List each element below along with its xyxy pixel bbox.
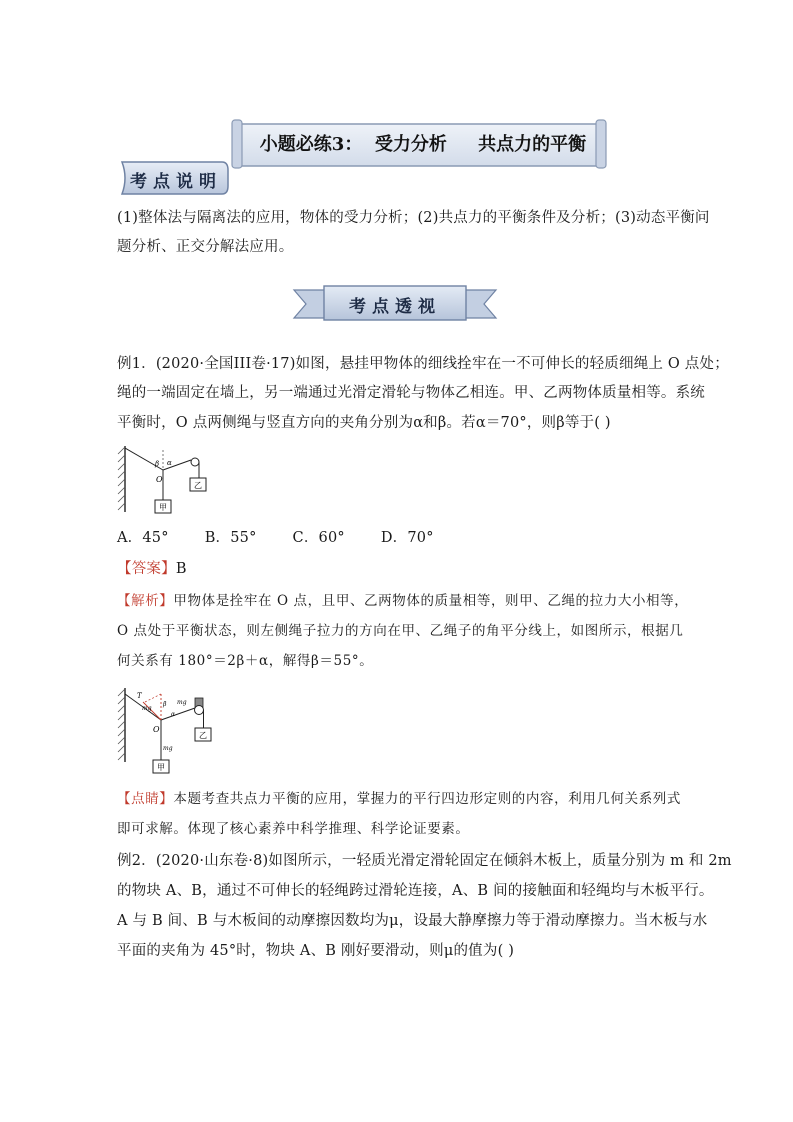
answer-value: B <box>175 561 187 577</box>
example1-figure <box>115 440 225 520</box>
example1-options <box>117 525 470 552</box>
example2-line-1: 例2．(2020·山东卷·8)如图所示，一轻质光滑定滑轮固定在倾斜木板上，质量分别为 m 和 2m <box>117 853 732 869</box>
label-o: O <box>153 725 160 734</box>
label-beta: β <box>155 460 160 468</box>
wall-hatch <box>118 447 125 510</box>
section-badge-insight <box>292 284 498 324</box>
label-o: O <box>156 475 163 484</box>
label-yi: 乙 <box>199 731 207 740</box>
label-beta: β <box>163 701 167 708</box>
label-mg-left: mg <box>142 705 152 712</box>
label-alpha: α <box>167 459 172 467</box>
wall-hatch <box>118 689 125 760</box>
example1-answer <box>117 556 187 583</box>
answer-tag: 【答案】 <box>117 561 176 577</box>
pulley <box>191 458 199 466</box>
option-d: D．70° <box>380 530 434 546</box>
label-alpha: α <box>171 711 176 718</box>
example1-analysis-figure <box>115 684 225 776</box>
badge-label: 考点说明 <box>130 172 222 192</box>
analysis-tag: 【解析】 <box>117 593 174 609</box>
example2-line-4: 平面的夹角为 45°时，物块 A、B 刚好要滑动，则μ的值为( ) <box>117 943 515 959</box>
example2-line-3: A 与 B 间、B 与木板间的动摩擦因数均为μ，设最大静摩擦力等于滑动摩擦力。当木板与水 <box>117 913 708 929</box>
example1-comment-2: 即可求解。体现了核心素养中科学推理、科学论证要素。 <box>117 821 470 837</box>
example1-line-3: 平衡时，O 点两侧绳与竖直方向的夹角分别为α和β。若α＝70°，则β等于( ) <box>117 415 611 431</box>
comment-text-1: 本题考查共点力平衡的应用，掌握力的平行四边形定则的内容，利用几何关系列式 <box>173 791 682 807</box>
example1-analysis-3: 何关系有 180°＝2β＋α，解得β＝55°。 <box>117 653 374 669</box>
label-mg-right: mg <box>177 699 187 706</box>
option-c: C．60° <box>292 530 345 546</box>
example1-analysis-1 <box>117 588 688 615</box>
example1-line-2: 绳的一端固定在墙上，另一端通过光滑定滑轮与物体乙相连。甲、乙两物体质量相等。系统 <box>117 385 705 401</box>
option-a: A．45° <box>117 530 169 546</box>
analysis-text-1: 甲物体是拴牢在 O 点，且甲、乙两物体的质量相等，则甲、乙绳的拉力大小相等， <box>173 593 689 609</box>
example1-analysis-2: O 点处于平衡状态，则左侧绳子拉力的方向在甲、乙绳子的角平分线上，如图所示，根据几 <box>117 623 684 639</box>
page-title: 小题必练3： 受力分析 共点力的平衡 <box>259 134 587 155</box>
comment-tag: 【点睛】 <box>117 791 174 807</box>
section-badge-explanation <box>118 158 230 198</box>
label-mg-down: mg <box>163 745 173 752</box>
right-rope <box>161 708 195 720</box>
label-t: T <box>137 692 142 700</box>
example1-line-1: 例1．(2020·全国III卷·17)如图，悬挂甲物体的细线拴牢在一不可伸长的轻质细绳上 O 点处； <box>117 356 729 372</box>
pulley <box>195 706 204 715</box>
intro-line-2: 题分析、正交分解法应用。 <box>117 239 294 255</box>
intro-line-1: (1)整体法与隔离法的应用，物体的受力分析；(2)共点力的平衡条件及分析；(3)动态平衡问 <box>117 210 710 226</box>
label-yi: 乙 <box>194 481 202 490</box>
option-b: B．55° <box>204 530 257 546</box>
example2-line-2: 的物块 A、B，通过不可伸长的轻绳跨过滑轮连接，A、B 间的接触面和轻绳均与木板平行。 <box>117 883 714 899</box>
parallelogram-edge <box>145 694 161 702</box>
title-banner <box>230 118 608 170</box>
example1-comment-1 <box>117 786 681 813</box>
ribbon-label: 考点透视 <box>349 297 441 317</box>
label-jia: 甲 <box>159 503 167 512</box>
label-jia: 甲 <box>157 763 165 772</box>
